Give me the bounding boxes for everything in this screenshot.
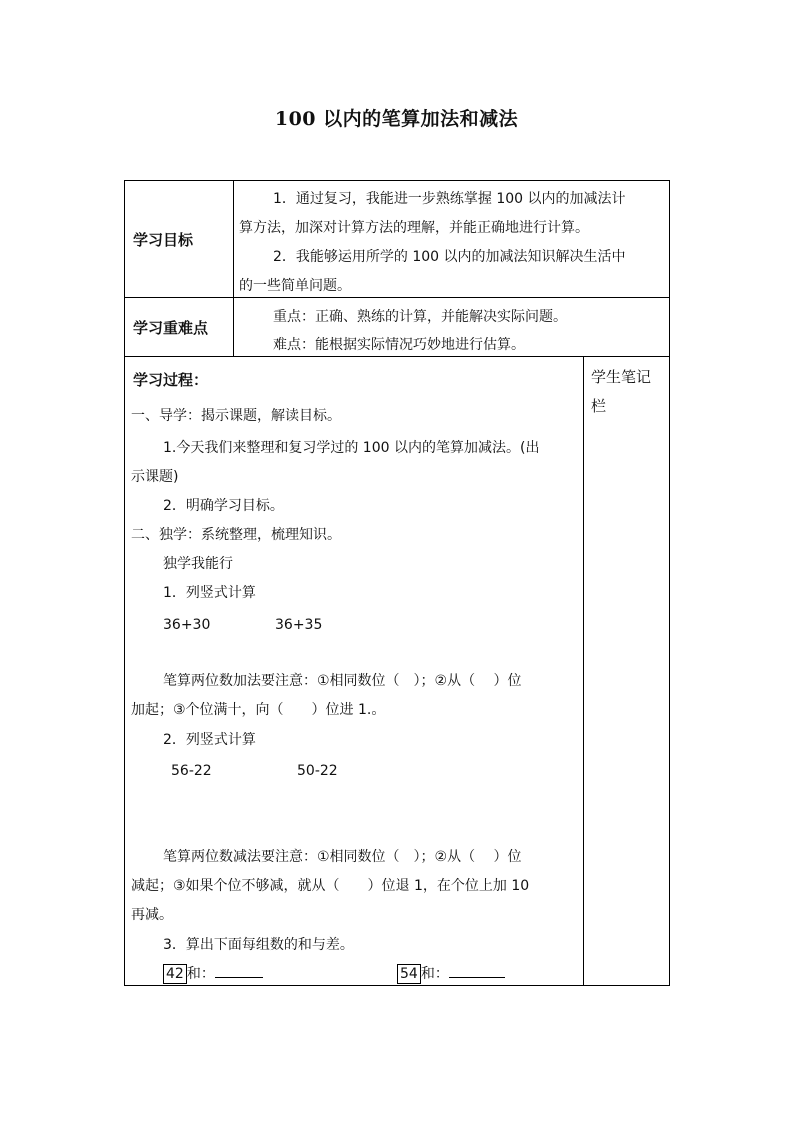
- goal-label: 学习目标: [133, 231, 194, 249]
- section-2-subtitle: 独学我能行: [163, 556, 233, 572]
- col-divider-top: [233, 181, 234, 356]
- key-line-1: 重点：正确、熟练的计算，并能解决实际问题。: [273, 309, 567, 325]
- group-1: [163, 960, 263, 990]
- question-1-expr-1: 36+30: [163, 617, 211, 633]
- group-1-sum-blank[interactable]: [215, 977, 263, 978]
- question-1-expr-2: 36+35: [275, 617, 323, 633]
- key-line-2: 难点：能根据实际情况巧妙地进行估算。: [273, 337, 525, 353]
- lesson-table: [124, 180, 670, 986]
- question-2-expr-1: 56-22: [171, 763, 212, 779]
- group-2-sum-label: 和：: [420, 966, 449, 982]
- section-1-item-2: 2．明确学习目标。: [163, 498, 284, 514]
- question-2-expr-2: 50-22: [297, 763, 338, 779]
- addition-note-b: 加起；③个位满十，向（ ）位进 1.。: [131, 702, 386, 718]
- question-2-title: 2．列竖式计算: [163, 732, 256, 748]
- subtraction-note-b: 减起；③如果个位不够减，就从（ ）位退 1，在个位上加 10: [131, 878, 530, 894]
- notes-label-2: 栏: [591, 397, 607, 415]
- group-1-sum-label: 和：: [186, 966, 215, 982]
- section-1-item-1a: 1.今天我们来整理和复习学过的 100 以内的笔算加减法。(出: [163, 440, 540, 456]
- process-label: 学习过程：: [133, 371, 209, 389]
- question-3-title: 3．算出下面每组数的和与差。: [163, 937, 354, 953]
- group-1-number: 42: [163, 964, 187, 984]
- col-divider-notes: [583, 356, 584, 986]
- section-2-title: 二、独学：系统整理，梳理知识。: [131, 527, 341, 543]
- question-1-title: 1．列竖式计算: [163, 585, 256, 601]
- subtraction-note-a: 笔算两位数减法要注意：①相同数位（ ）；②从（ ）位: [163, 849, 522, 865]
- goal-line-4: 的一些简单问题。: [239, 278, 351, 294]
- group-2: [397, 960, 505, 990]
- group-2-number: 54: [397, 964, 421, 984]
- key-label: 学习重难点: [133, 319, 209, 337]
- goal-line-3: 2．我能够运用所学的 100 以内的加减法知识解决生活中: [273, 249, 626, 265]
- group-2-sum-blank[interactable]: [449, 977, 505, 978]
- goal-line-1: 1．通过复习，我能进一步熟练掌握 100 以内的加减法计: [273, 191, 626, 207]
- page-title: 100 以内的笔算加法和减法: [274, 108, 519, 130]
- section-1-item-1b: 示课题): [131, 469, 179, 485]
- subtraction-note-c: 再减。: [131, 907, 173, 923]
- addition-note-a: 笔算两位数加法要注意：①相同数位（ ）；②从（ ）位: [163, 673, 522, 689]
- section-1-title: 一、导学：揭示课题，解读目标。: [131, 408, 341, 424]
- goal-line-2: 算方法，加深对计算方法的理解，并能正确地进行计算。: [239, 220, 589, 236]
- notes-label-1: 学生笔记: [591, 368, 652, 386]
- row-divider-goal: [125, 297, 669, 298]
